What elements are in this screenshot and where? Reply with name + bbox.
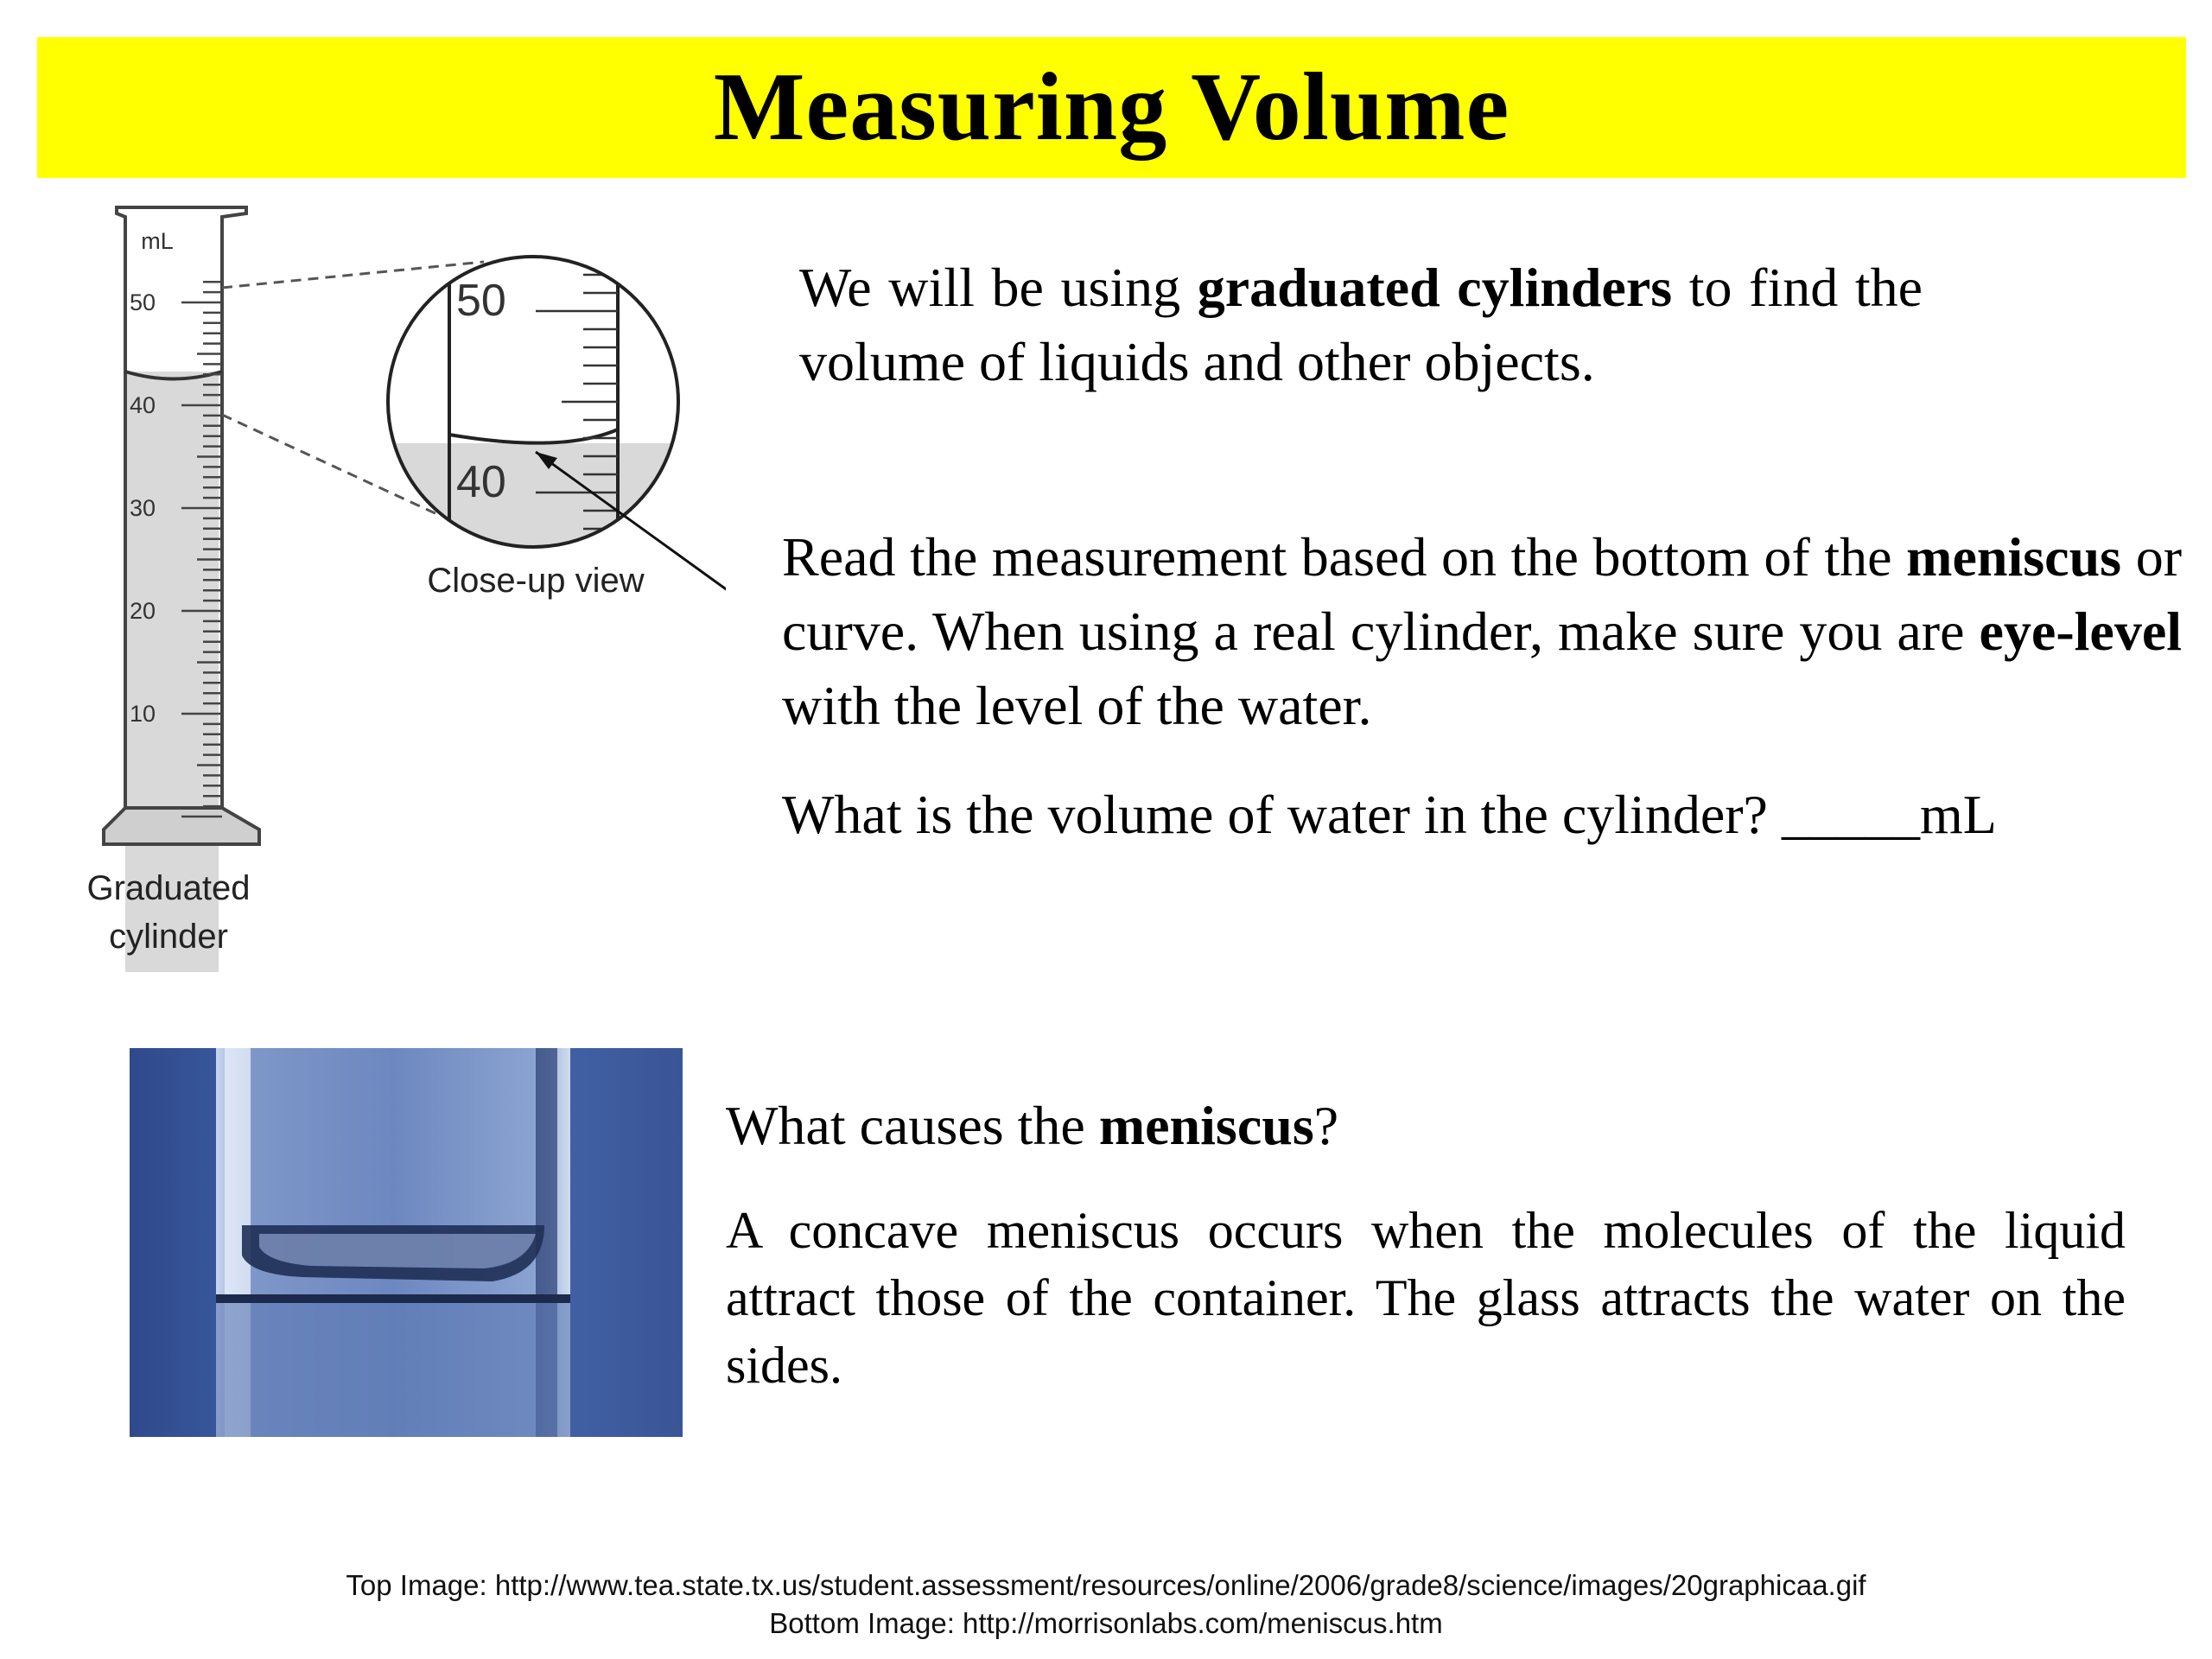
cause-question-bold: meniscus bbox=[1098, 1095, 1314, 1156]
cause-question bbox=[726, 1089, 2126, 1163]
intro-paragraph bbox=[799, 251, 1923, 399]
instruction-text-1: Read the measurement based on the bottom of the bbox=[782, 526, 1907, 588]
cylinder-unit-label: mL bbox=[141, 228, 174, 254]
cause-question-text: What causes the bbox=[726, 1095, 1099, 1156]
leader-line-top bbox=[222, 262, 484, 288]
instruction-text-3: with the level of the water. bbox=[782, 675, 1372, 736]
title-banner bbox=[37, 37, 2186, 178]
volume-question: What is the volume of water in the cylinder? _____mL bbox=[782, 784, 1997, 845]
instruction-bold-meniscus: meniscus bbox=[1906, 526, 2122, 588]
tick-label-40: 40 bbox=[130, 392, 156, 418]
credit-bottom-image: Bottom Image: http://morrisonlabs.com/meniscus.htm bbox=[769, 1607, 1443, 1639]
cylinder-caption-line2: cylinder bbox=[109, 918, 228, 956]
image-credits bbox=[0, 1567, 2212, 1643]
credit-top-image: Top Image: http://www.tea.state.tx.us/student.assessment/resources/online/2006/grade8/science/images/20graphicaa.gif bbox=[346, 1569, 1866, 1601]
graduated-cylinder-diagram bbox=[78, 194, 726, 972]
meniscus-photo-illustration bbox=[130, 1048, 683, 1437]
instruction-bold-eye-level: eye-level bbox=[1979, 601, 2182, 662]
cylinder-base bbox=[104, 808, 259, 844]
closeup-label-50: 50 bbox=[456, 276, 506, 326]
closeup-caption: Close-up view bbox=[427, 562, 645, 600]
instruction-paragraph bbox=[782, 520, 2182, 743]
cylinder-caption-line1: Graduated bbox=[86, 869, 251, 907]
intro-text: We will be using bbox=[799, 257, 1198, 318]
tick-label-30: 30 bbox=[130, 495, 156, 521]
tick-label-20: 20 bbox=[130, 598, 156, 624]
tick-label-10: 10 bbox=[130, 701, 156, 727]
cylinder-caption bbox=[69, 864, 268, 961]
intro-bold-term: graduated cylinders bbox=[1197, 257, 1673, 318]
cause-question-end: ? bbox=[1313, 1095, 1339, 1156]
explanation-paragraph: A concave meniscus occurs when the molecules of the liquid attract those of the container. The glass attracts the water on the sides. bbox=[726, 1202, 2126, 1394]
closeup-label-40: 40 bbox=[456, 457, 506, 507]
meniscus-photo bbox=[130, 1048, 683, 1437]
intro-text-end: to find the volume of liquids and other objects. bbox=[799, 257, 1923, 392]
tick-label-50: 50 bbox=[130, 289, 156, 315]
instruction-text-2: or curve. When using a real cylinder, make sure you are bbox=[782, 526, 2183, 662]
page-title: Measuring Volume bbox=[713, 54, 1510, 161]
